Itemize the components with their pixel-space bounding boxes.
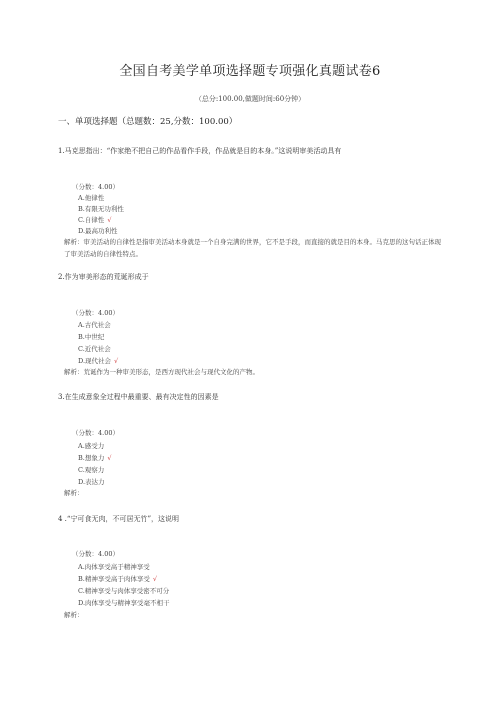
option-b xyxy=(78,574,157,583)
option-b: B.中世纪 xyxy=(78,333,105,341)
explanation: 解析：荒诞作为一种审美形态，是西方现代社会与现代文化的产物。 xyxy=(64,368,259,376)
question-stem: 3.在生成意象全过程中最重要、最有决定性的因素是 xyxy=(58,393,219,401)
option-d: D.最高功利性 xyxy=(78,227,118,235)
question-score: （分数：4.00） xyxy=(72,309,119,317)
explanation: 解析： xyxy=(64,489,84,497)
correct-check-icon: √ xyxy=(114,357,119,365)
question-score: （分数：4.00） xyxy=(72,183,119,191)
document-title: 全国自考美学单项选择题专项强化真题试卷6 xyxy=(119,64,381,79)
option-d: D.肉体享受与精神享受毫不相干 xyxy=(78,599,170,607)
option-b xyxy=(78,453,112,462)
question-stem: 1.马克思指出：“作家绝不把自己的作品看作手段，作品就是目的本身。”这说明审美活动具有 xyxy=(58,147,342,155)
correct-check-icon: √ xyxy=(107,216,112,224)
option-a: A.古代社会 xyxy=(78,321,111,329)
option-text: B.想象力 xyxy=(78,454,105,462)
explanation: 解析： xyxy=(64,611,84,619)
explanation: 解析：审美活动的自律性是指审美活动本身就是一个自身完满的世界，它不是手段，而直接的就是目的本身。马克思的这句话正体现了审美活动的自律性特点。 xyxy=(64,238,441,258)
question-stem: 4 .“宁可食无肉，不可居无竹”，这说明 xyxy=(58,515,180,523)
section-heading: 一、单项选择题（总题数：25,分数：100.00） xyxy=(58,117,238,127)
option-text: C.自律性 xyxy=(78,216,105,224)
option-c xyxy=(78,215,111,224)
option-c: C.观察力 xyxy=(78,466,105,474)
option-text: D.现代社会 xyxy=(78,357,112,365)
exam-meta: （总分:100.00,做题时间:60分钟） xyxy=(194,95,306,103)
option-a: A.肉体享受高于精神享受 xyxy=(78,563,150,571)
option-d: D.表达力 xyxy=(78,478,105,486)
option-d xyxy=(78,356,118,365)
question-stem: 2.作为审美形态的荒诞形成于 xyxy=(58,273,149,281)
option-c: C.近代社会 xyxy=(78,345,111,353)
option-a: A.他律性 xyxy=(78,194,105,202)
correct-check-icon: √ xyxy=(152,575,157,583)
correct-check-icon: √ xyxy=(107,454,112,462)
option-b: B.有限无功利性 xyxy=(78,205,124,213)
option-a: A.感受力 xyxy=(78,442,105,450)
option-text: B.精神享受高于肉体享受 xyxy=(78,575,150,583)
question-score: （分数：4.00） xyxy=(72,550,119,558)
option-c: C.精神享受与肉体享受密不可分 xyxy=(78,587,170,595)
question-score: （分数：4.00） xyxy=(72,429,119,437)
